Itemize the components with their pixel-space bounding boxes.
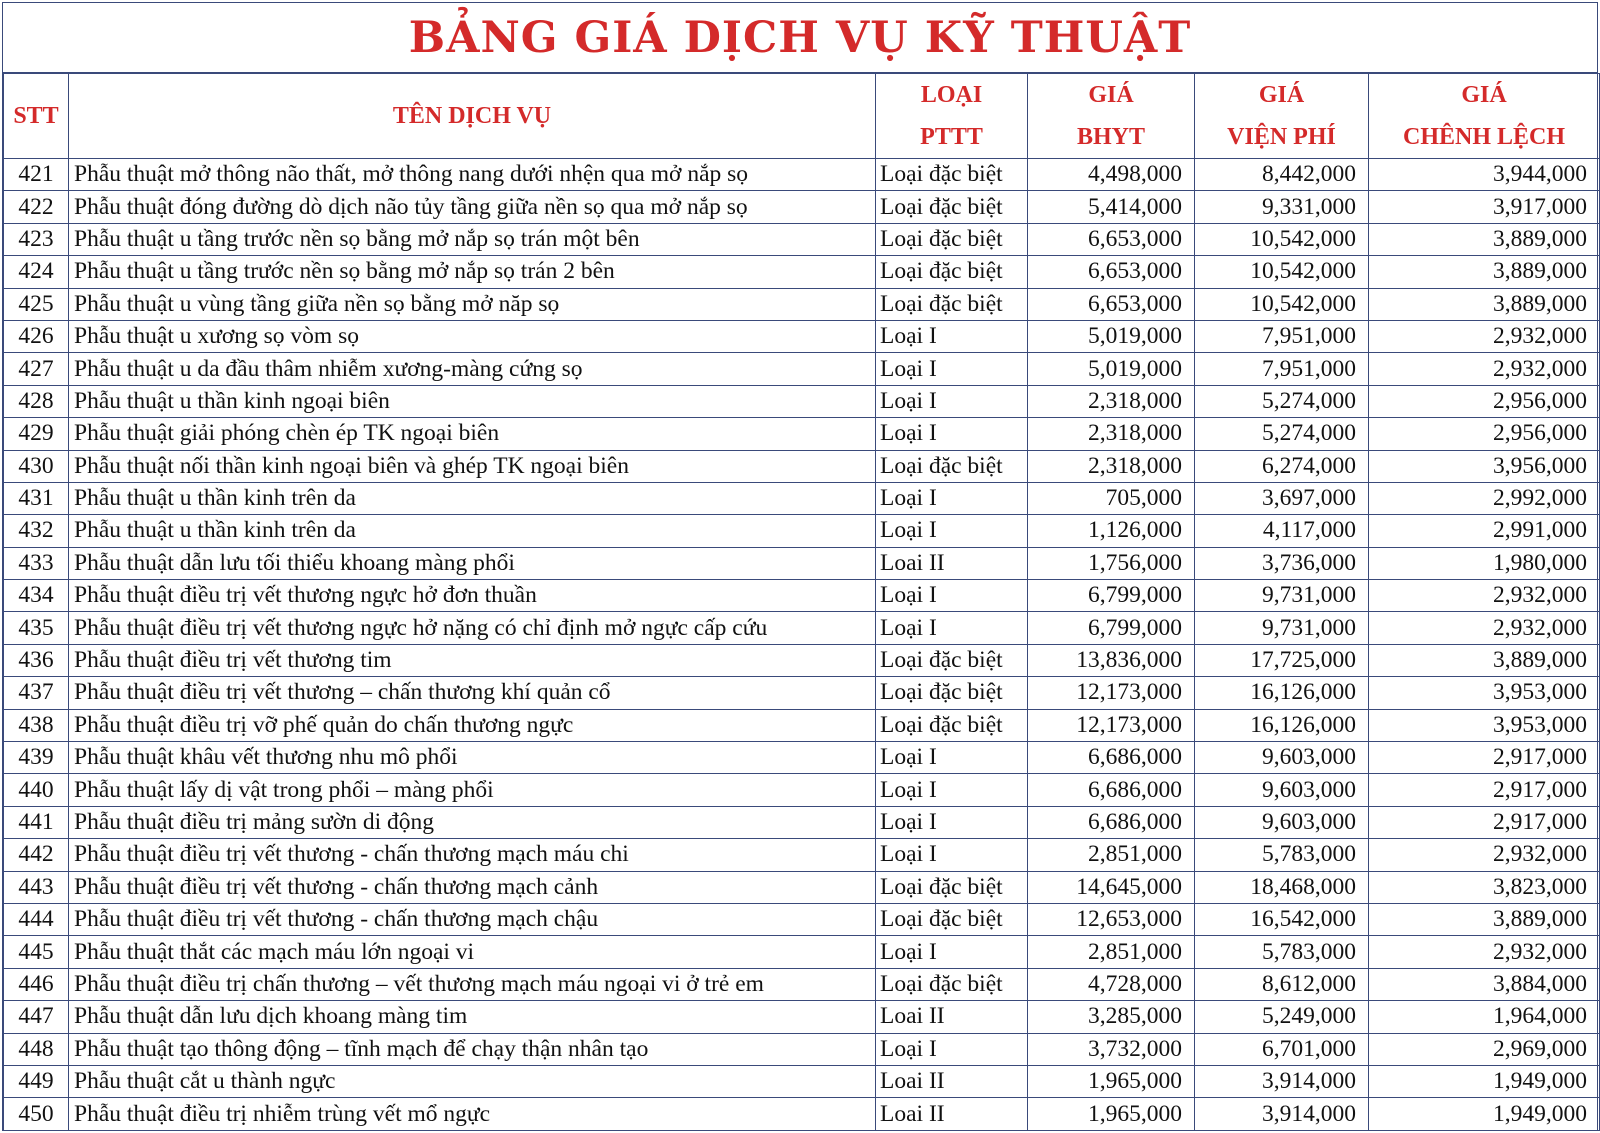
cell-stt: 421	[4, 159, 69, 191]
cell-hospital-price: 3,914,000	[1195, 1098, 1369, 1130]
table-row	[4, 515, 1600, 547]
cell-hospital-price: 16,126,000	[1195, 677, 1369, 709]
cell-difference-price: 2,932,000	[1369, 353, 1600, 385]
cell-difference-price: 2,956,000	[1369, 385, 1600, 417]
cell-surgery-type: Loại I	[876, 385, 1028, 417]
cell-bhyt-price: 4,498,000	[1028, 159, 1195, 191]
cell-hospital-price: 8,442,000	[1195, 159, 1369, 191]
cell-surgery-type: Loại đặc biệt	[876, 709, 1028, 741]
cell-service-name: Phẫu thuật điều trị mảng sườn di động	[69, 806, 876, 838]
header-service-name: TÊN DỊCH VỤ	[69, 74, 876, 159]
cell-hospital-price: 3,914,000	[1195, 1065, 1369, 1097]
cell-stt: 445	[4, 936, 69, 968]
table-row	[4, 1065, 1600, 1097]
cell-hospital-price: 3,697,000	[1195, 482, 1369, 514]
cell-service-name: Phẫu thuật u thần kinh trên da	[69, 482, 876, 514]
cell-service-name: Phẫu thuật u thần kinh trên da	[69, 515, 876, 547]
cell-stt: 432	[4, 515, 69, 547]
header-hospital-price	[1195, 74, 1369, 159]
cell-difference-price: 3,944,000	[1369, 159, 1600, 191]
cell-surgery-type: Loai II	[876, 1098, 1028, 1130]
cell-bhyt-price: 2,318,000	[1028, 385, 1195, 417]
cell-difference-price: 1,964,000	[1369, 1001, 1600, 1033]
cell-surgery-type: Loại I	[876, 418, 1028, 450]
cell-difference-price: 3,889,000	[1369, 903, 1600, 935]
cell-hospital-price: 9,603,000	[1195, 742, 1369, 774]
cell-bhyt-price: 12,653,000	[1028, 903, 1195, 935]
cell-stt: 438	[4, 709, 69, 741]
table-row	[4, 709, 1600, 741]
table-row	[4, 1098, 1600, 1130]
cell-service-name: Phẫu thuật dẫn lưu dịch khoang màng tim	[69, 1001, 876, 1033]
cell-bhyt-price: 2,851,000	[1028, 936, 1195, 968]
table-row	[4, 482, 1600, 514]
header-bhyt-line2: BHYT	[1076, 124, 1145, 150]
cell-service-name: Phẫu thuật điều trị vết thương - chấn thương mạch chậu	[69, 903, 876, 935]
cell-bhyt-price: 5,019,000	[1028, 320, 1195, 352]
table-row	[4, 806, 1600, 838]
cell-service-name: Phẫu thuật khâu vết thương nhu mô phổi	[69, 742, 876, 774]
cell-service-name: Phẫu thuật điều trị chấn thương – vết thương mạch máu ngoại vi ở trẻ em	[69, 968, 876, 1000]
table-row	[4, 839, 1600, 871]
cell-surgery-type: Loại I	[876, 1033, 1028, 1065]
cell-surgery-type: Loại đặc biệt	[876, 288, 1028, 320]
header-stt: STT	[4, 74, 69, 159]
cell-service-name: Phẫu thuật đóng đường dò dịch não tủy tầng giữa nền sọ qua mở nắp sọ	[69, 191, 876, 223]
cell-difference-price: 3,889,000	[1369, 644, 1600, 676]
table-row	[4, 580, 1600, 612]
cell-surgery-type: Loại I	[876, 742, 1028, 774]
table-row	[4, 968, 1600, 1000]
cell-stt: 422	[4, 191, 69, 223]
cell-hospital-price: 16,126,000	[1195, 709, 1369, 741]
cell-bhyt-price: 1,965,000	[1028, 1065, 1195, 1097]
cell-surgery-type: Loai II	[876, 547, 1028, 579]
cell-bhyt-price: 6,653,000	[1028, 288, 1195, 320]
cell-surgery-type: Loại I	[876, 482, 1028, 514]
table-row	[4, 774, 1600, 806]
table-row	[4, 159, 1600, 191]
cell-bhyt-price: 12,173,000	[1028, 709, 1195, 741]
cell-surgery-type: Loại đặc biệt	[876, 450, 1028, 482]
cell-hospital-price: 10,542,000	[1195, 223, 1369, 255]
table-row	[4, 742, 1600, 774]
cell-surgery-type: Loại I	[876, 839, 1028, 871]
header-hospital-line1: GIÁ	[1258, 82, 1305, 108]
price-table	[3, 73, 1600, 1131]
cell-bhyt-price: 6,686,000	[1028, 774, 1195, 806]
cell-service-name: Phẫu thuật dẫn lưu tối thiểu khoang màng phổi	[69, 547, 876, 579]
cell-surgery-type: Loại I	[876, 936, 1028, 968]
cell-surgery-type: Loại đặc biệt	[876, 871, 1028, 903]
header-surgery-type	[876, 74, 1028, 159]
cell-surgery-type: Loại đặc biệt	[876, 677, 1028, 709]
cell-service-name: Phẫu thuật u tầng trước nền sọ bằng mở nắp sọ trán 2 bên	[69, 256, 876, 288]
cell-bhyt-price: 6,799,000	[1028, 580, 1195, 612]
cell-service-name: Phẫu thuật u xương sọ vòm sọ	[69, 320, 876, 352]
cell-difference-price: 2,956,000	[1369, 418, 1600, 450]
cell-stt: 431	[4, 482, 69, 514]
cell-stt: 436	[4, 644, 69, 676]
cell-stt: 437	[4, 677, 69, 709]
cell-service-name: Phẫu thuật u da đầu thâm nhiễm xương-màng cứng sọ	[69, 353, 876, 385]
cell-difference-price: 2,932,000	[1369, 936, 1600, 968]
cell-surgery-type: Loại đặc biệt	[876, 644, 1028, 676]
cell-hospital-price: 5,783,000	[1195, 936, 1369, 968]
cell-hospital-price: 16,542,000	[1195, 903, 1369, 935]
cell-difference-price: 2,932,000	[1369, 580, 1600, 612]
cell-service-name: Phẫu thuật giải phóng chèn ép TK ngoại biên	[69, 418, 876, 450]
cell-stt: 446	[4, 968, 69, 1000]
cell-difference-price: 1,949,000	[1369, 1098, 1600, 1130]
cell-bhyt-price: 1,126,000	[1028, 515, 1195, 547]
table-row	[4, 1033, 1600, 1065]
cell-bhyt-price: 3,732,000	[1028, 1033, 1195, 1065]
cell-hospital-price: 6,701,000	[1195, 1033, 1369, 1065]
cell-service-name: Phẫu thuật lấy dị vật trong phổi – màng phổi	[69, 774, 876, 806]
cell-difference-price: 2,932,000	[1369, 612, 1600, 644]
cell-stt: 426	[4, 320, 69, 352]
cell-stt: 440	[4, 774, 69, 806]
cell-bhyt-price: 13,836,000	[1028, 644, 1195, 676]
cell-difference-price: 2,991,000	[1369, 515, 1600, 547]
cell-difference-price: 2,917,000	[1369, 774, 1600, 806]
cell-bhyt-price: 2,318,000	[1028, 418, 1195, 450]
header-surgery-type-line2: PTTT	[920, 124, 983, 150]
cell-hospital-price: 7,951,000	[1195, 353, 1369, 385]
table-row	[4, 612, 1600, 644]
cell-service-name: Phẫu thuật u thần kinh ngoại biên	[69, 385, 876, 417]
cell-difference-price: 3,884,000	[1369, 968, 1600, 1000]
cell-stt: 450	[4, 1098, 69, 1130]
cell-stt: 423	[4, 223, 69, 255]
cell-difference-price: 2,917,000	[1369, 742, 1600, 774]
cell-stt: 429	[4, 418, 69, 450]
cell-hospital-price: 9,331,000	[1195, 191, 1369, 223]
cell-bhyt-price: 2,851,000	[1028, 839, 1195, 871]
cell-difference-price: 3,823,000	[1369, 871, 1600, 903]
cell-hospital-price: 6,274,000	[1195, 450, 1369, 482]
cell-hospital-price: 9,603,000	[1195, 774, 1369, 806]
header-bhyt-price	[1028, 74, 1195, 159]
cell-stt: 442	[4, 839, 69, 871]
header-surgery-type-line1: LOẠI	[920, 82, 983, 108]
cell-difference-price: 3,889,000	[1369, 223, 1600, 255]
cell-service-name: Phẫu thuật điều trị vỡ phế quản do chấn thương ngực	[69, 709, 876, 741]
table-row	[4, 547, 1600, 579]
cell-bhyt-price: 6,686,000	[1028, 806, 1195, 838]
page-title: BẢNG GIÁ DỊCH VỤ KỸ THUẬT	[3, 3, 1597, 73]
cell-service-name: Phẫu thuật điều trị vết thương ngực hở nặng có chỉ định mở ngực cấp cứu	[69, 612, 876, 644]
cell-stt: 439	[4, 742, 69, 774]
cell-bhyt-price: 2,318,000	[1028, 450, 1195, 482]
cell-hospital-price: 7,951,000	[1195, 320, 1369, 352]
table-row	[4, 256, 1600, 288]
table-row	[4, 677, 1600, 709]
cell-stt: 427	[4, 353, 69, 385]
cell-bhyt-price: 6,653,000	[1028, 223, 1195, 255]
table-row	[4, 223, 1600, 255]
cell-hospital-price: 17,725,000	[1195, 644, 1369, 676]
cell-surgery-type: Loại I	[876, 774, 1028, 806]
cell-bhyt-price: 6,653,000	[1028, 256, 1195, 288]
cell-hospital-price: 9,603,000	[1195, 806, 1369, 838]
cell-difference-price: 1,949,000	[1369, 1065, 1600, 1097]
cell-hospital-price: 8,612,000	[1195, 968, 1369, 1000]
header-hospital-line2: VIỆN PHÍ	[1227, 124, 1336, 150]
cell-bhyt-price: 14,645,000	[1028, 871, 1195, 903]
cell-stt: 425	[4, 288, 69, 320]
cell-bhyt-price: 3,285,000	[1028, 1001, 1195, 1033]
cell-hospital-price: 5,249,000	[1195, 1001, 1369, 1033]
cell-service-name: Phẫu thuật điều trị vết thương tim	[69, 644, 876, 676]
price-sheet	[2, 2, 1598, 1131]
cell-difference-price: 3,917,000	[1369, 191, 1600, 223]
cell-difference-price: 2,932,000	[1369, 320, 1600, 352]
cell-hospital-price: 5,274,000	[1195, 385, 1369, 417]
cell-bhyt-price: 1,965,000	[1028, 1098, 1195, 1130]
cell-difference-price: 3,889,000	[1369, 288, 1600, 320]
cell-bhyt-price: 705,000	[1028, 482, 1195, 514]
cell-difference-price: 3,889,000	[1369, 256, 1600, 288]
table-row	[4, 1001, 1600, 1033]
cell-bhyt-price: 5,019,000	[1028, 353, 1195, 385]
table-row	[4, 320, 1600, 352]
cell-bhyt-price: 4,728,000	[1028, 968, 1195, 1000]
cell-difference-price: 2,992,000	[1369, 482, 1600, 514]
cell-stt: 434	[4, 580, 69, 612]
cell-surgery-type: Loại đặc biệt	[876, 968, 1028, 1000]
table-row	[4, 191, 1600, 223]
cell-bhyt-price: 12,173,000	[1028, 677, 1195, 709]
cell-service-name: Phẫu thuật điều trị nhiễm trùng vết mổ ngực	[69, 1098, 876, 1130]
cell-service-name: Phẫu thuật tạo thông động – tĩnh mạch để chạy thận nhân tạo	[69, 1033, 876, 1065]
cell-stt: 430	[4, 450, 69, 482]
cell-hospital-price: 5,274,000	[1195, 418, 1369, 450]
cell-stt: 441	[4, 806, 69, 838]
cell-hospital-price: 18,468,000	[1195, 871, 1369, 903]
header-difference-line2: CHÊNH LỆCH	[1402, 124, 1566, 150]
cell-stt: 448	[4, 1033, 69, 1065]
table-row	[4, 385, 1600, 417]
cell-bhyt-price: 6,799,000	[1028, 612, 1195, 644]
table-row	[4, 903, 1600, 935]
cell-stt: 428	[4, 385, 69, 417]
cell-hospital-price: 5,783,000	[1195, 839, 1369, 871]
cell-service-name: Phẫu thuật điều trị vết thương – chấn thương khí quản cổ	[69, 677, 876, 709]
cell-difference-price: 3,953,000	[1369, 677, 1600, 709]
cell-service-name: Phẫu thuật nối thần kinh ngoại biên và ghép TK ngoại biên	[69, 450, 876, 482]
cell-service-name: Phẫu thuật u vùng tầng giữa nền sọ bằng mở năp sọ	[69, 288, 876, 320]
cell-hospital-price: 9,731,000	[1195, 612, 1369, 644]
cell-stt: 444	[4, 903, 69, 935]
cell-difference-price: 2,932,000	[1369, 839, 1600, 871]
cell-surgery-type: Loại đặc biệt	[876, 191, 1028, 223]
cell-surgery-type: Loại I	[876, 353, 1028, 385]
cell-service-name: Phẫu thuật điều trị vết thương - chấn thương mạch máu chi	[69, 839, 876, 871]
cell-stt: 433	[4, 547, 69, 579]
cell-surgery-type: Loại đặc biệt	[876, 223, 1028, 255]
cell-surgery-type: Loai II	[876, 1001, 1028, 1033]
cell-surgery-type: Loại I	[876, 580, 1028, 612]
cell-bhyt-price: 1,756,000	[1028, 547, 1195, 579]
cell-service-name: Phẫu thuật cắt u thành ngực	[69, 1065, 876, 1097]
cell-service-name: Phẫu thuật điều trị vết thương ngực hở đơn thuần	[69, 580, 876, 612]
cell-surgery-type: Loại I	[876, 806, 1028, 838]
cell-surgery-type: Loại đặc biệt	[876, 256, 1028, 288]
cell-hospital-price: 10,542,000	[1195, 256, 1369, 288]
cell-surgery-type: Loại I	[876, 515, 1028, 547]
cell-service-name: Phẫu thuật thắt các mạch máu lớn ngoại vi	[69, 936, 876, 968]
cell-service-name: Phẫu thuật điều trị vết thương - chấn thương mạch cảnh	[69, 871, 876, 903]
cell-stt: 424	[4, 256, 69, 288]
cell-hospital-price: 10,542,000	[1195, 288, 1369, 320]
table-body	[4, 159, 1600, 1131]
table-row	[4, 418, 1600, 450]
cell-surgery-type: Loại I	[876, 320, 1028, 352]
header-bhyt-line1: GIÁ	[1088, 82, 1134, 108]
cell-surgery-type: Loại đặc biệt	[876, 903, 1028, 935]
cell-service-name: Phẫu thuật mở thông não thất, mở thông nang dưới nhện qua mở nắp sọ	[69, 159, 876, 191]
cell-stt: 449	[4, 1065, 69, 1097]
table-row	[4, 871, 1600, 903]
cell-bhyt-price: 5,414,000	[1028, 191, 1195, 223]
cell-hospital-price: 9,731,000	[1195, 580, 1369, 612]
header-difference-price	[1369, 74, 1600, 159]
cell-service-name: Phẫu thuật u tầng trước nền sọ bằng mở nắp sọ trán một bên	[69, 223, 876, 255]
cell-surgery-type: Loai II	[876, 1065, 1028, 1097]
cell-stt: 443	[4, 871, 69, 903]
cell-hospital-price: 3,736,000	[1195, 547, 1369, 579]
cell-difference-price: 2,917,000	[1369, 806, 1600, 838]
table-row	[4, 450, 1600, 482]
cell-difference-price: 3,953,000	[1369, 709, 1600, 741]
cell-stt: 447	[4, 1001, 69, 1033]
cell-difference-price: 3,956,000	[1369, 450, 1600, 482]
cell-bhyt-price: 6,686,000	[1028, 742, 1195, 774]
cell-hospital-price: 4,117,000	[1195, 515, 1369, 547]
table-row	[4, 288, 1600, 320]
table-header-row	[4, 74, 1600, 159]
table-row	[4, 936, 1600, 968]
cell-difference-price: 2,969,000	[1369, 1033, 1600, 1065]
header-difference-line1: GIÁ	[1461, 82, 1507, 108]
table-row	[4, 353, 1600, 385]
cell-surgery-type: Loại I	[876, 612, 1028, 644]
cell-stt: 435	[4, 612, 69, 644]
table-row	[4, 644, 1600, 676]
cell-surgery-type: Loại đặc biệt	[876, 159, 1028, 191]
cell-difference-price: 1,980,000	[1369, 547, 1600, 579]
